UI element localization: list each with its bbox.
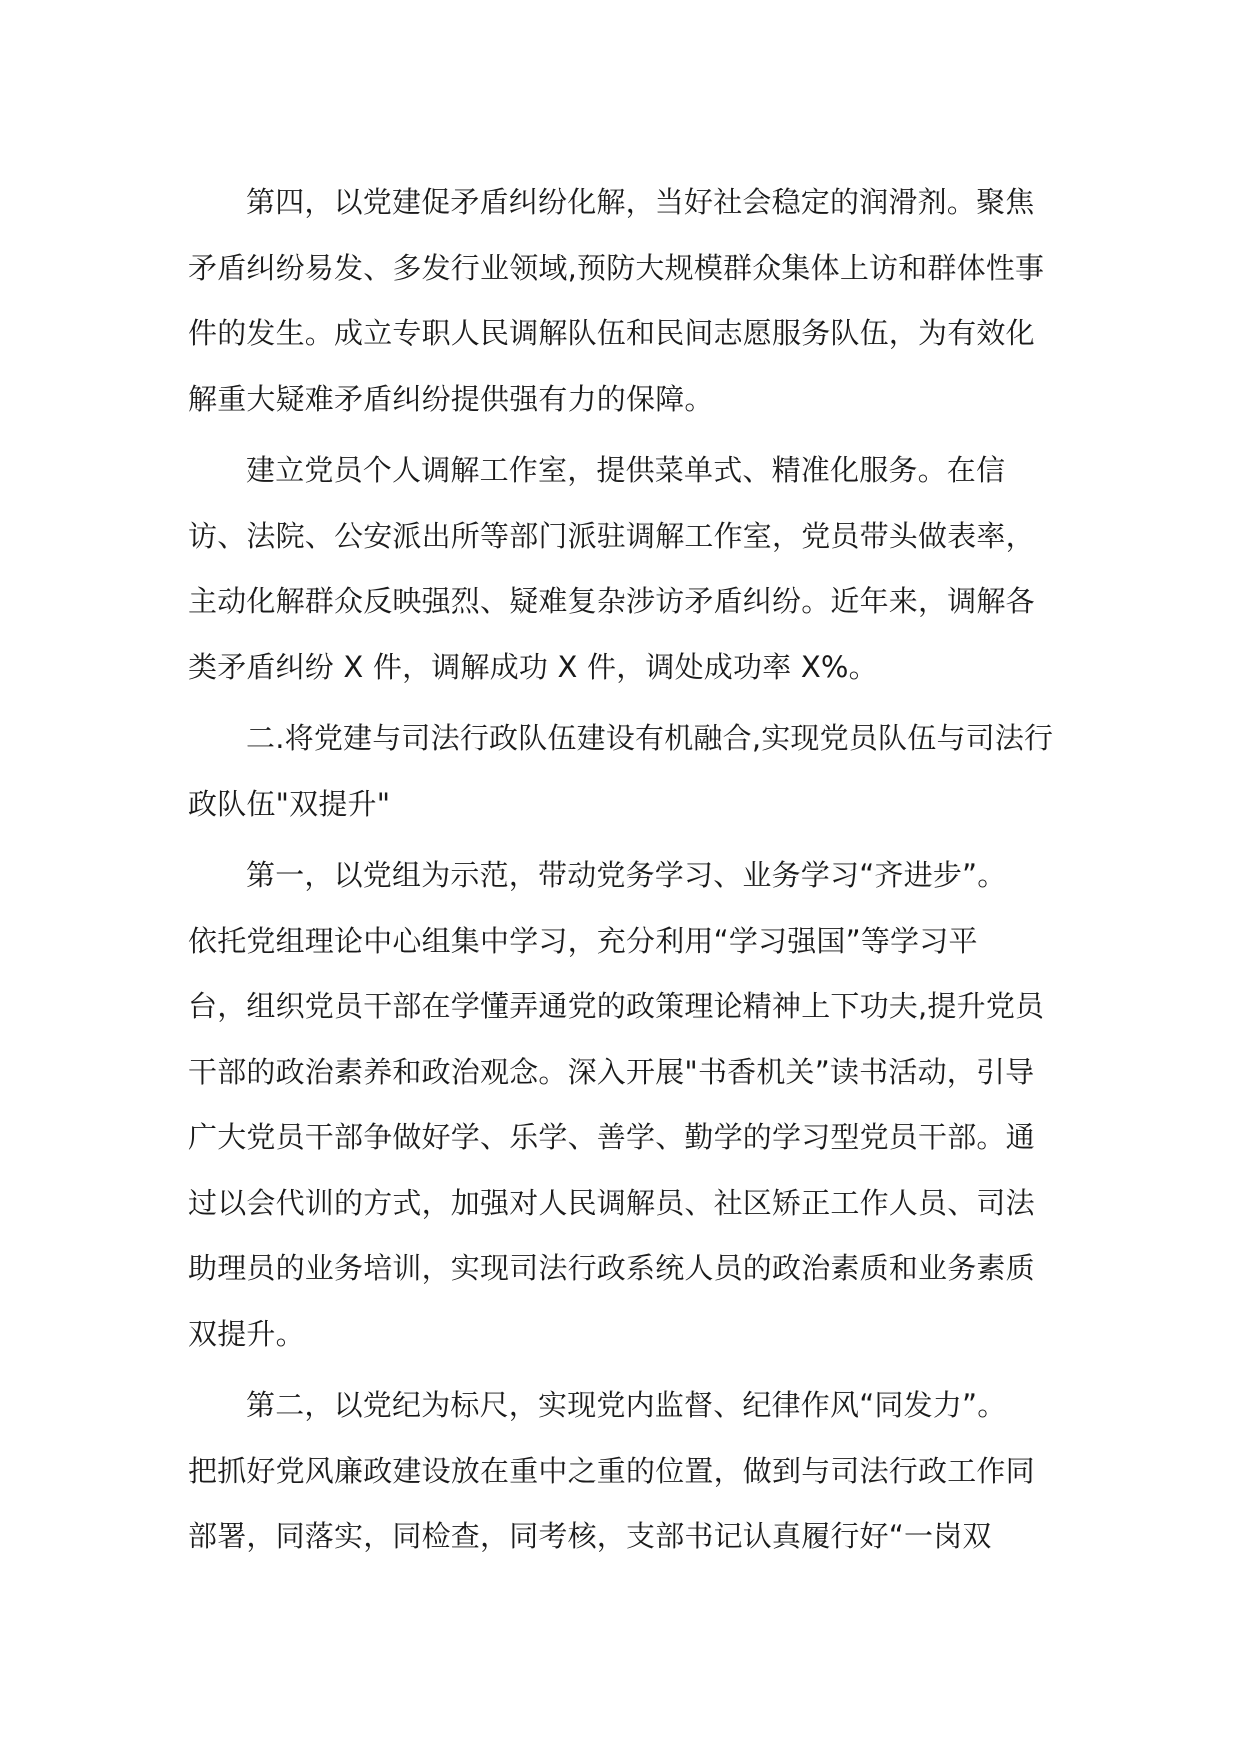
section-heading-2 xyxy=(188,706,1058,837)
text-line: 过以会代训的方式，加强对人民调解员、社区矫正工作人员、司法 xyxy=(188,1185,1035,1220)
text-line: 干部的政治素养和政治观念。深入开展"书香机关”读书活动，引导 xyxy=(188,1054,1035,1089)
text-line: 双提升。 xyxy=(188,1316,305,1351)
document-body xyxy=(188,170,1058,1576)
text-line: 建立党员个人调解工作室，提供菜单式、精准化服务。在信 xyxy=(246,453,1006,487)
text-line: 部署，同落实，同检查，同考核，支部书记认真履行好“一岗双 xyxy=(188,1519,992,1553)
text-line: 第四，以党建促矛盾纠纷化解，当好社会稳定的润滑剂。聚焦 xyxy=(246,185,1035,219)
text-line: 政队伍"双提升" xyxy=(188,786,391,821)
text-line: 件的发生。成立专职人民调解队伍和民间志愿服务队伍，为有效化 xyxy=(188,316,1035,350)
text-line: 二.将党建与司法行政队伍建设有机融合,实现党员队伍与司法行 xyxy=(246,721,1054,755)
paragraph-2nd-point xyxy=(188,1373,1058,1570)
text-line: 矛盾纠纷易发、多发行业领域,预防大规模群众集体上访和群体性事 xyxy=(188,250,1045,285)
paragraph-1st-point xyxy=(188,843,1058,1367)
text-line: 主动化解群众反映强烈、疑难复杂涉访矛盾纠纷。近年来，调解各 xyxy=(188,584,1035,618)
text-line: 类矛盾纠纷 X 件，调解成功 X 件，调处成功率 X%。 xyxy=(188,649,878,684)
text-line: 访、法院、公安派出所等部门派驻调解工作室，党员带头做表率， xyxy=(188,518,1035,553)
text-line: 第一，以党组为示范，带动党务学习、业务学习“齐进步”。 xyxy=(246,858,1007,892)
paragraph-4th-point xyxy=(188,170,1058,432)
text-line: 助理员的业务培训，实现司法行政系统人员的政治素质和业务素质 xyxy=(188,1251,1035,1285)
text-line: 把抓好党风廉政建设放在重中之重的位置，做到与司法行政工作同 xyxy=(188,1453,1035,1488)
text-line: 解重大疑难矛盾纠纷提供强有力的保障。 xyxy=(188,381,714,416)
text-line: 广大党员干部争做好学、乐学、善学、勤学的学习型党员干部。通 xyxy=(188,1120,1035,1154)
text-line: 台，组织党员干部在学懂弄通党的政策理论精神上下功夫,提升党员 xyxy=(188,989,1045,1023)
paragraph-mediation-office xyxy=(188,438,1058,700)
text-line: 第二，以党纪为标尺，实现党内监督、纪律作风“同发力”。 xyxy=(246,1388,1007,1422)
text-line: 依托党组理论中心组集中学习，充分利用“学习强国”等学习平 xyxy=(188,923,978,958)
